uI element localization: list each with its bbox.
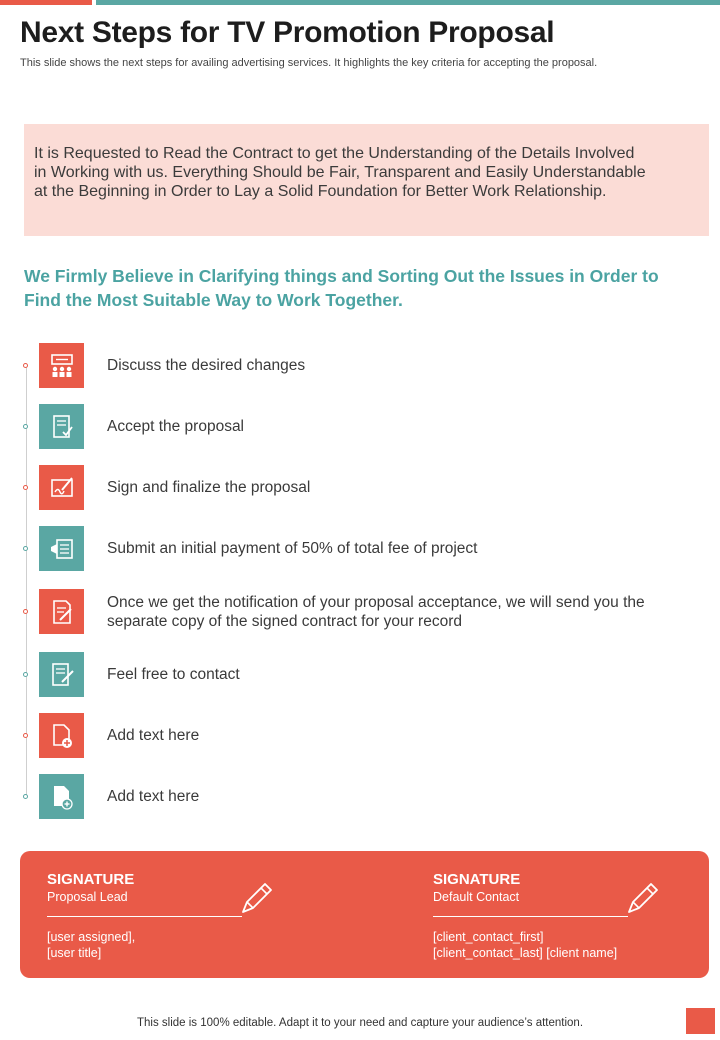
- step-label: Once we get the notification of your proposal acceptance, we will send you the separate copy of the signed contract for your record: [107, 594, 645, 630]
- top-accent-bar-red: [0, 0, 92, 5]
- document-check-icon: [39, 404, 84, 449]
- add-file-icon: [39, 713, 84, 758]
- step-item: [0, 589, 720, 635]
- step-label: Submit an initial payment of 50% of total fee of project: [107, 540, 478, 557]
- signature-block-default-contact: [433, 851, 693, 978]
- step-label: Add text here: [107, 788, 200, 805]
- step-item: [0, 526, 720, 572]
- signature-role: Default Contact: [433, 890, 520, 904]
- intro-text: It is Requested to Read the Contract to get the Understanding of the Details Involved in Working with us. Everything Should be Fair, Transparent and Easily Understandable at the Beginning in Order to Lay a Solid Foundation for Better Work Relationship.: [34, 145, 646, 200]
- signature-field-line1: [client_contact_first]: [433, 930, 544, 944]
- step-item: [0, 713, 720, 759]
- top-accent-bar-teal: [96, 0, 720, 5]
- signature-block-proposal-lead: [47, 851, 307, 978]
- contract-pen-icon: [39, 589, 84, 634]
- meeting-icon: [39, 343, 84, 388]
- pen-icon: [621, 878, 661, 918]
- timeline-dot: [23, 424, 28, 429]
- step-item: [0, 652, 720, 698]
- signature-field-line2: [user title]: [47, 946, 102, 960]
- step-label: Add text here: [107, 727, 200, 744]
- signing-icon: [39, 465, 84, 510]
- signature-line: [433, 916, 628, 917]
- step-label: Discuss the desired changes: [107, 357, 306, 374]
- timeline-dot: [23, 485, 28, 490]
- timeline-dot: [23, 672, 28, 677]
- belief-statement: We Firmly Believe in Clarifying things and Sorting Out the Issues in Order to Find the Most Suitable Way to Work Together.: [24, 266, 659, 310]
- step-label: Accept the proposal: [107, 418, 245, 435]
- pen-icon: [235, 878, 275, 918]
- page-subtitle: This slide shows the next steps for availing advertising services. It highlights the key criteria for accepting the proposal.: [20, 57, 598, 69]
- step-item: [0, 465, 720, 511]
- signature-title: SIGNATURE: [47, 871, 135, 888]
- signature-role: Proposal Lead: [47, 890, 128, 904]
- step-label: Feel free to contact: [107, 666, 240, 683]
- step-label: Sign and finalize the proposal: [107, 479, 311, 496]
- footer-note: This slide is 100% editable. Adapt it to your need and capture your audience’s attention.: [136, 1017, 584, 1029]
- payment-icon: [39, 526, 84, 571]
- signature-field-line2: [client_contact_last] [client name]: [433, 946, 618, 960]
- timeline-dot: [23, 733, 28, 738]
- corner-accent-square: [686, 1008, 715, 1034]
- signature-field-line1: [user assigned],: [47, 930, 136, 944]
- timeline-dot: [23, 546, 28, 551]
- step-item: [0, 774, 720, 820]
- timeline-dot: [23, 794, 28, 799]
- timeline-dot: [23, 609, 28, 614]
- page-title: Next Steps for TV Promotion Proposal: [20, 16, 555, 49]
- step-item: [0, 343, 720, 389]
- signature-title: SIGNATURE: [433, 871, 521, 888]
- intro-box: [24, 124, 709, 236]
- signature-panel: [20, 851, 709, 978]
- signature-line: [47, 916, 242, 917]
- contact-form-icon: [39, 652, 84, 697]
- step-item: [0, 404, 720, 450]
- add-file-icon: [39, 774, 84, 819]
- timeline-dot: [23, 363, 28, 368]
